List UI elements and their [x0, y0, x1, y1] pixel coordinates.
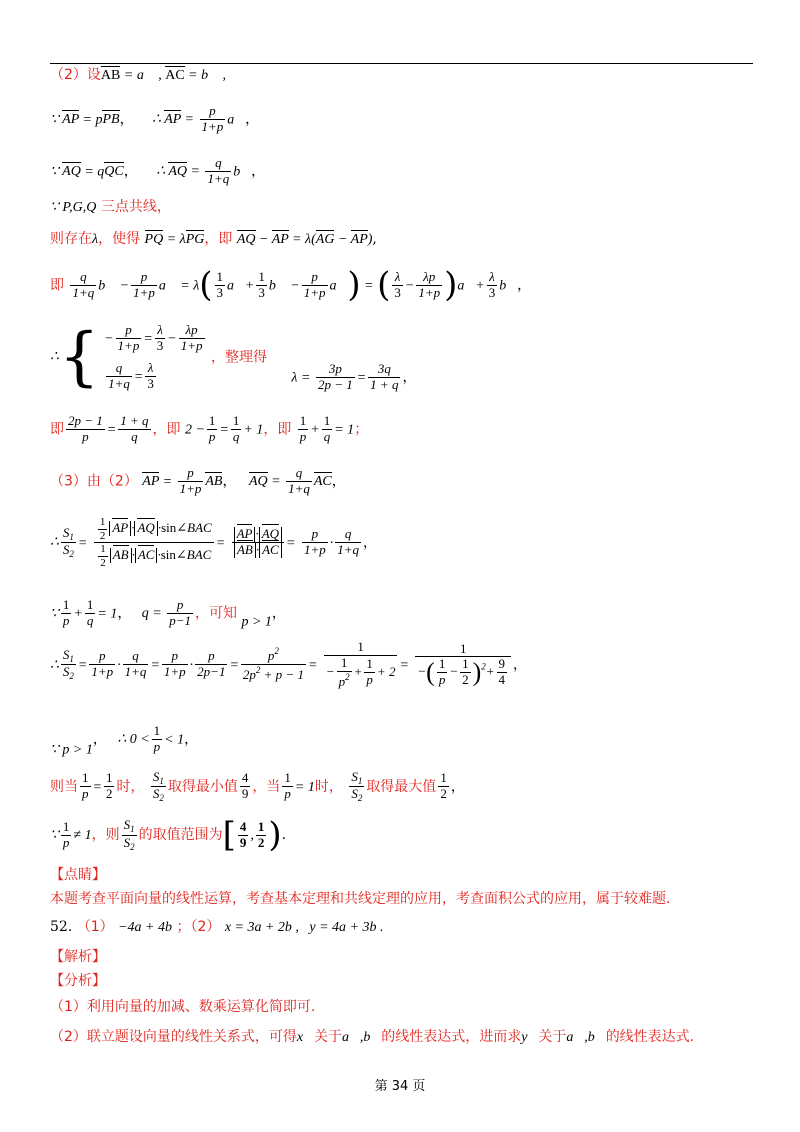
ratio-chain: ∴ $\frac{S_1}{S_2}$ = $\frac{p}{1+p}$ · $\frac{q}{1+q}$ = $\frac{p}{1+p}$ · $\frac{p}{2p-1}$ = $\frac{p^2}{2p^2 + p - 1}$ = 1 − $\frac{1}{p^2}$ + $\frac{1}{p}$ + 2 = 1 −( $\frac{1}{p}$ − $\frac{1}{2}$ )$^2$+ $\frac{9}{4}$ ，: [50, 639, 528, 689]
final-range: ∵ $\frac{1}{p}$ ≠ 1，则 $\frac{S_1}{S_2}$ 的取值范围为[ $\frac{4}{9}$ , $\frac{1}{2}$ ).: [50, 815, 287, 855]
page-footer: 第 34 页: [374, 1079, 426, 1094]
analysis-step1: （1）利用向量的加减、数乘运算化简即可.: [50, 999, 316, 1015]
comment-heading: 【点睛】: [50, 867, 106, 883]
result-relation: 即 $\frac{2p - 1}{p}$ = $\frac{1 + q}{q}$ ，即 2 − $\frac{1}{p}$ = $\frac{1}{q}$ + 1，即 $\frac{1}{p}$ + $\frac{1}{q}$ = 1；: [50, 413, 369, 444]
comment-body: 本题考查平面向量的线性运算，考查基本定理和共线定理的应用，考查面积公式的应用，属于较难题.: [50, 891, 671, 907]
part2-label: （2）设: [50, 67, 101, 83]
p-range: ∵ p > 1， ∴ 0 < $\frac{1}{p}$ < 1，: [50, 723, 199, 758]
q-condition: ∵ $\frac{1}{p}$ + $\frac{1}{q}$ = 1， q = $\frac{p}{p-1}$ ，可知 p > 1，: [50, 597, 286, 630]
fenxi-heading: 【分析】: [50, 973, 106, 989]
extremes-line: 则当 $\frac{1}{p}$ = $\frac{1}{2}$ 时， $\frac{S_1}{S_2}$ 取得最小值 $\frac{4}{9}$ ，当 $\frac{1}{p}$ = 1时， $\frac{S_1}{S_2}$ 取得最大值 $\frac{1}{2}$ ，: [50, 769, 465, 804]
ap-line: ∵ AP = pPB， ∴ AP = $\frac{p}{1+p}$ a⃗，: [50, 103, 260, 134]
analysis-step2: （2）联立题设向量的线性关系式，可得x⃗关于a⃗,b⃗的线性表达式，进而求y⃗关于a⃗,b⃗的线性表达式.: [50, 1029, 695, 1045]
q52-number: 52.: [50, 919, 73, 935]
expansion-line: 即 $\frac{q}{1+q}$ b⃗ − $\frac{p}{1+p}$ a⃗ = λ( $\frac{1}{3}$ a⃗+ $\frac{1}{3}$ b⃗ − $\frac{p}{1+p}$ a⃗) = ( $\frac{\lambda}{3}$ − $\frac{\lambda p}{1+p}$ )a⃗+ $\frac{\lambda}{3}$ b⃗，: [50, 265, 532, 306]
answer2: x = 3a + 2b ,: [224, 920, 299, 935]
aq-line: ∵ AQ = qQC， ∴ AQ = $\frac{q}{1+q}$ b⃗，: [50, 155, 266, 186]
answer3: y = 4a + 3b .: [309, 920, 384, 935]
setup-math: AB = a⃗ , AC = b⃗ ,: [100, 68, 227, 83]
system-block: ∴{ − $\frac{p}{1+p}$ = $\frac{\lambda}{3}$ − $\frac{\lambda p}{1+p}$ $\frac{q}{1+q}$ = $\frac{\lambda}{3}$ ，整理得 λ = $\frac{3p}{2p - 1}$ = $\frac{3q}{1 + q}$ ，: [50, 319, 417, 394]
part3-setup: （3）由（2） AP = $\frac{p}{1+p}$ AB， AQ = $\frac{q}{1+q}$ AC，: [50, 465, 346, 496]
area-ratio: ∴ $\frac{S_1}{S_2}$ = $\frac{1}{2}$ AP · AQ ·sin∠BAC $\frac{1}{2}$ AB · AC ·sin∠BAC = $\frac{AP \cdot AQ}{AB \cdot AC}$ = $\frac{p}{1+p}$ · $\frac{q}{1+q}$ ，: [50, 516, 378, 569]
part2-setup: [50, 68, 226, 83]
answer1: −4a + 4b: [118, 920, 172, 935]
lambda-line: 则存在λ，使得 PQ = λPG，即 AQ − AP = λ(AG − AP),: [50, 231, 377, 247]
analysis-heading: 【解析】: [50, 949, 106, 965]
collinear-line: ∵ P,G,Q 三点共线，: [50, 199, 171, 215]
q52-answer: 52. （1） −4a + 4b ；（2） x = 3a + 2b , y = 4a + 3b .: [50, 919, 384, 935]
header-rule: [50, 63, 753, 64]
